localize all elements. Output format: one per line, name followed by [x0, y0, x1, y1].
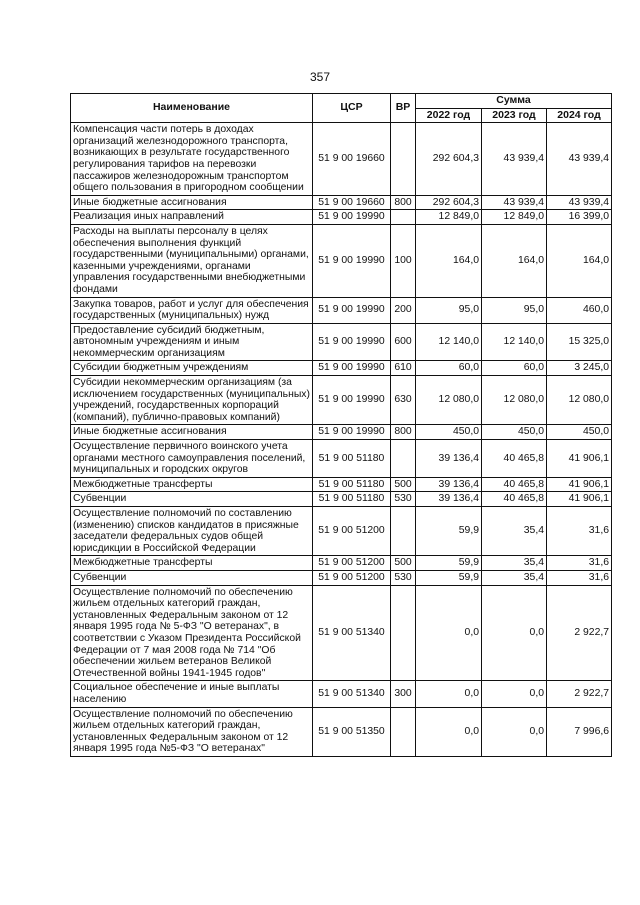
row-vr: 200	[391, 297, 416, 323]
row-2024: 41 906,1	[547, 440, 612, 478]
row-2022: 0,0	[416, 585, 482, 681]
table-row	[71, 210, 612, 225]
row-csr: 51 9 00 51180	[313, 477, 391, 492]
row-2022: 292 604,3	[416, 123, 482, 196]
row-2022: 0,0	[416, 681, 482, 707]
row-2023: 43 939,4	[482, 195, 547, 210]
header-2024: 2024 год	[547, 108, 612, 123]
row-name: Осуществление первичного воинского учета органами местного самоуправления поселений, муниципальных и городских округов	[71, 440, 313, 478]
row-2022: 12 849,0	[416, 210, 482, 225]
row-2022: 95,0	[416, 297, 482, 323]
table-row	[71, 195, 612, 210]
row-vr	[391, 585, 416, 681]
row-2022: 59,9	[416, 507, 482, 556]
row-2023: 0,0	[482, 585, 547, 681]
table-row	[71, 707, 612, 756]
row-name: Компенсация части потерь в доходах организаций железнодорожного транспорта, возникающих в результате государственного регулирования тарифов на перевозки пассажиров железнодорожным транспортом общего пользования в пригородном сообщении	[71, 123, 313, 196]
row-vr	[391, 210, 416, 225]
budget-table	[70, 93, 612, 757]
table-row	[71, 224, 612, 297]
table-row	[71, 297, 612, 323]
row-2023: 12 849,0	[482, 210, 547, 225]
row-vr	[391, 123, 416, 196]
row-2024: 31,6	[547, 556, 612, 571]
table-row	[71, 123, 612, 196]
row-vr	[391, 440, 416, 478]
row-2023: 40 465,8	[482, 492, 547, 507]
table-row	[71, 376, 612, 425]
row-vr: 800	[391, 425, 416, 440]
row-csr: 51 9 00 19990	[313, 323, 391, 361]
header-vr: ВР	[391, 94, 416, 123]
row-2024: 12 080,0	[547, 376, 612, 425]
row-2023: 60,0	[482, 361, 547, 376]
row-2023: 35,4	[482, 570, 547, 585]
row-vr	[391, 707, 416, 756]
row-2022: 292 604,3	[416, 195, 482, 210]
row-name: Предоставление субсидий бюджетным, автономным учреждениям и иным некоммерческим организациям	[71, 323, 313, 361]
row-vr: 530	[391, 570, 416, 585]
row-csr: 51 9 00 19990	[313, 210, 391, 225]
table-row	[71, 425, 612, 440]
row-csr: 51 9 00 51350	[313, 707, 391, 756]
table-row	[71, 361, 612, 376]
row-2023: 95,0	[482, 297, 547, 323]
table-row	[71, 440, 612, 478]
row-name: Субсидии бюджетным учреждениям	[71, 361, 313, 376]
row-2023: 35,4	[482, 507, 547, 556]
table-row	[71, 570, 612, 585]
row-name: Субсидии некоммерческим организациям (за исключением государственных (муниципальных) учреждений, государственных корпораций (компаний), публично-правовых компаний)	[71, 376, 313, 425]
row-vr: 300	[391, 681, 416, 707]
row-2022: 0,0	[416, 707, 482, 756]
row-2023: 0,0	[482, 707, 547, 756]
row-2022: 39 136,4	[416, 492, 482, 507]
row-2023: 0,0	[482, 681, 547, 707]
row-2022: 450,0	[416, 425, 482, 440]
row-name: Осуществление полномочий по составлению (изменению) списков кандидатов в присяжные заседатели федеральных судов общей юрисдикции в Российской Федерации	[71, 507, 313, 556]
row-csr: 51 9 00 19660	[313, 123, 391, 196]
row-name: Межбюджетные трансферты	[71, 477, 313, 492]
row-2024: 450,0	[547, 425, 612, 440]
row-name: Иные бюджетные ассигнования	[71, 195, 313, 210]
row-2022: 60,0	[416, 361, 482, 376]
row-name: Расходы на выплаты персоналу в целях обеспечения выполнения функций государственными (муниципальными) органами, казенными учреждениями, органами управления государственными внебюджетными фондами	[71, 224, 313, 297]
row-2024: 164,0	[547, 224, 612, 297]
row-vr: 500	[391, 556, 416, 571]
row-2024: 3 245,0	[547, 361, 612, 376]
row-2023: 40 465,8	[482, 477, 547, 492]
table-row	[71, 585, 612, 681]
row-csr: 51 9 00 51200	[313, 556, 391, 571]
table-row	[71, 492, 612, 507]
row-2023: 12 140,0	[482, 323, 547, 361]
row-vr: 600	[391, 323, 416, 361]
header-sum: Сумма	[416, 94, 612, 109]
row-2024: 7 996,6	[547, 707, 612, 756]
row-2023: 35,4	[482, 556, 547, 571]
row-name: Иные бюджетные ассигнования	[71, 425, 313, 440]
row-vr	[391, 507, 416, 556]
table-row	[71, 681, 612, 707]
header-csr: ЦСР	[313, 94, 391, 123]
row-name: Осуществление полномочий по обеспечению жильем отдельных категорий граждан, установленных Федеральным законом от 12 января 1995 года № 5-ФЗ "О ветеранах", в соответствии с Указом Президента Российской Федерации от 7 мая 2008 года № 714 "Об обеспечении жильем ветеранов Великой Отечественной войны 1941-1945 годов"	[71, 585, 313, 681]
row-2022: 164,0	[416, 224, 482, 297]
table-row	[71, 477, 612, 492]
row-2024: 460,0	[547, 297, 612, 323]
row-2024: 41 906,1	[547, 477, 612, 492]
row-2022: 12 080,0	[416, 376, 482, 425]
row-vr: 610	[391, 361, 416, 376]
row-csr: 51 9 00 19660	[313, 195, 391, 210]
row-2022: 39 136,4	[416, 477, 482, 492]
row-2022: 12 140,0	[416, 323, 482, 361]
table-row	[71, 556, 612, 571]
row-csr: 51 9 00 19990	[313, 425, 391, 440]
row-csr: 51 9 00 19990	[313, 361, 391, 376]
row-name: Осуществление полномочий по обеспечению жильем отдельных категорий граждан, установленных Федеральным законом от 12 января 1995 года №5-ФЗ "О ветеранах"	[71, 707, 313, 756]
row-2023: 43 939,4	[482, 123, 547, 196]
row-2024: 31,6	[547, 570, 612, 585]
row-2024: 15 325,0	[547, 323, 612, 361]
row-name: Субвенции	[71, 570, 313, 585]
row-vr: 530	[391, 492, 416, 507]
row-csr: 51 9 00 51340	[313, 681, 391, 707]
row-vr: 500	[391, 477, 416, 492]
row-name: Реализация иных направлений	[71, 210, 313, 225]
row-csr: 51 9 00 51200	[313, 570, 391, 585]
row-vr: 630	[391, 376, 416, 425]
row-name: Закупка товаров, работ и услуг для обеспечения государственных (муниципальных) нужд	[71, 297, 313, 323]
row-2022: 59,9	[416, 570, 482, 585]
row-2024: 2 922,7	[547, 681, 612, 707]
row-2023: 164,0	[482, 224, 547, 297]
row-2024: 2 922,7	[547, 585, 612, 681]
header-name: Наименование	[71, 94, 313, 123]
row-csr: 51 9 00 19990	[313, 376, 391, 425]
row-vr: 800	[391, 195, 416, 210]
row-csr: 51 9 00 51180	[313, 440, 391, 478]
row-2024: 43 939,4	[547, 123, 612, 196]
row-2024: 41 906,1	[547, 492, 612, 507]
row-2024: 31,6	[547, 507, 612, 556]
row-2024: 16 399,0	[547, 210, 612, 225]
row-vr: 100	[391, 224, 416, 297]
table-body	[71, 123, 612, 757]
row-name: Социальное обеспечение и иные выплаты населению	[71, 681, 313, 707]
row-csr: 51 9 00 51180	[313, 492, 391, 507]
row-csr: 51 9 00 19990	[313, 224, 391, 297]
row-2022: 39 136,4	[416, 440, 482, 478]
row-2022: 59,9	[416, 556, 482, 571]
row-2023: 12 080,0	[482, 376, 547, 425]
header-2022: 2022 год	[416, 108, 482, 123]
row-2024: 43 939,4	[547, 195, 612, 210]
row-2023: 40 465,8	[482, 440, 547, 478]
header-2023: 2023 год	[482, 108, 547, 123]
table-row	[71, 507, 612, 556]
table-row	[71, 323, 612, 361]
row-2023: 450,0	[482, 425, 547, 440]
page-number: 357	[309, 70, 331, 84]
row-csr: 51 9 00 51200	[313, 507, 391, 556]
row-name: Субвенции	[71, 492, 313, 507]
row-csr: 51 9 00 19990	[313, 297, 391, 323]
header-row	[71, 94, 612, 109]
row-name: Межбюджетные трансферты	[71, 556, 313, 571]
row-csr: 51 9 00 51340	[313, 585, 391, 681]
